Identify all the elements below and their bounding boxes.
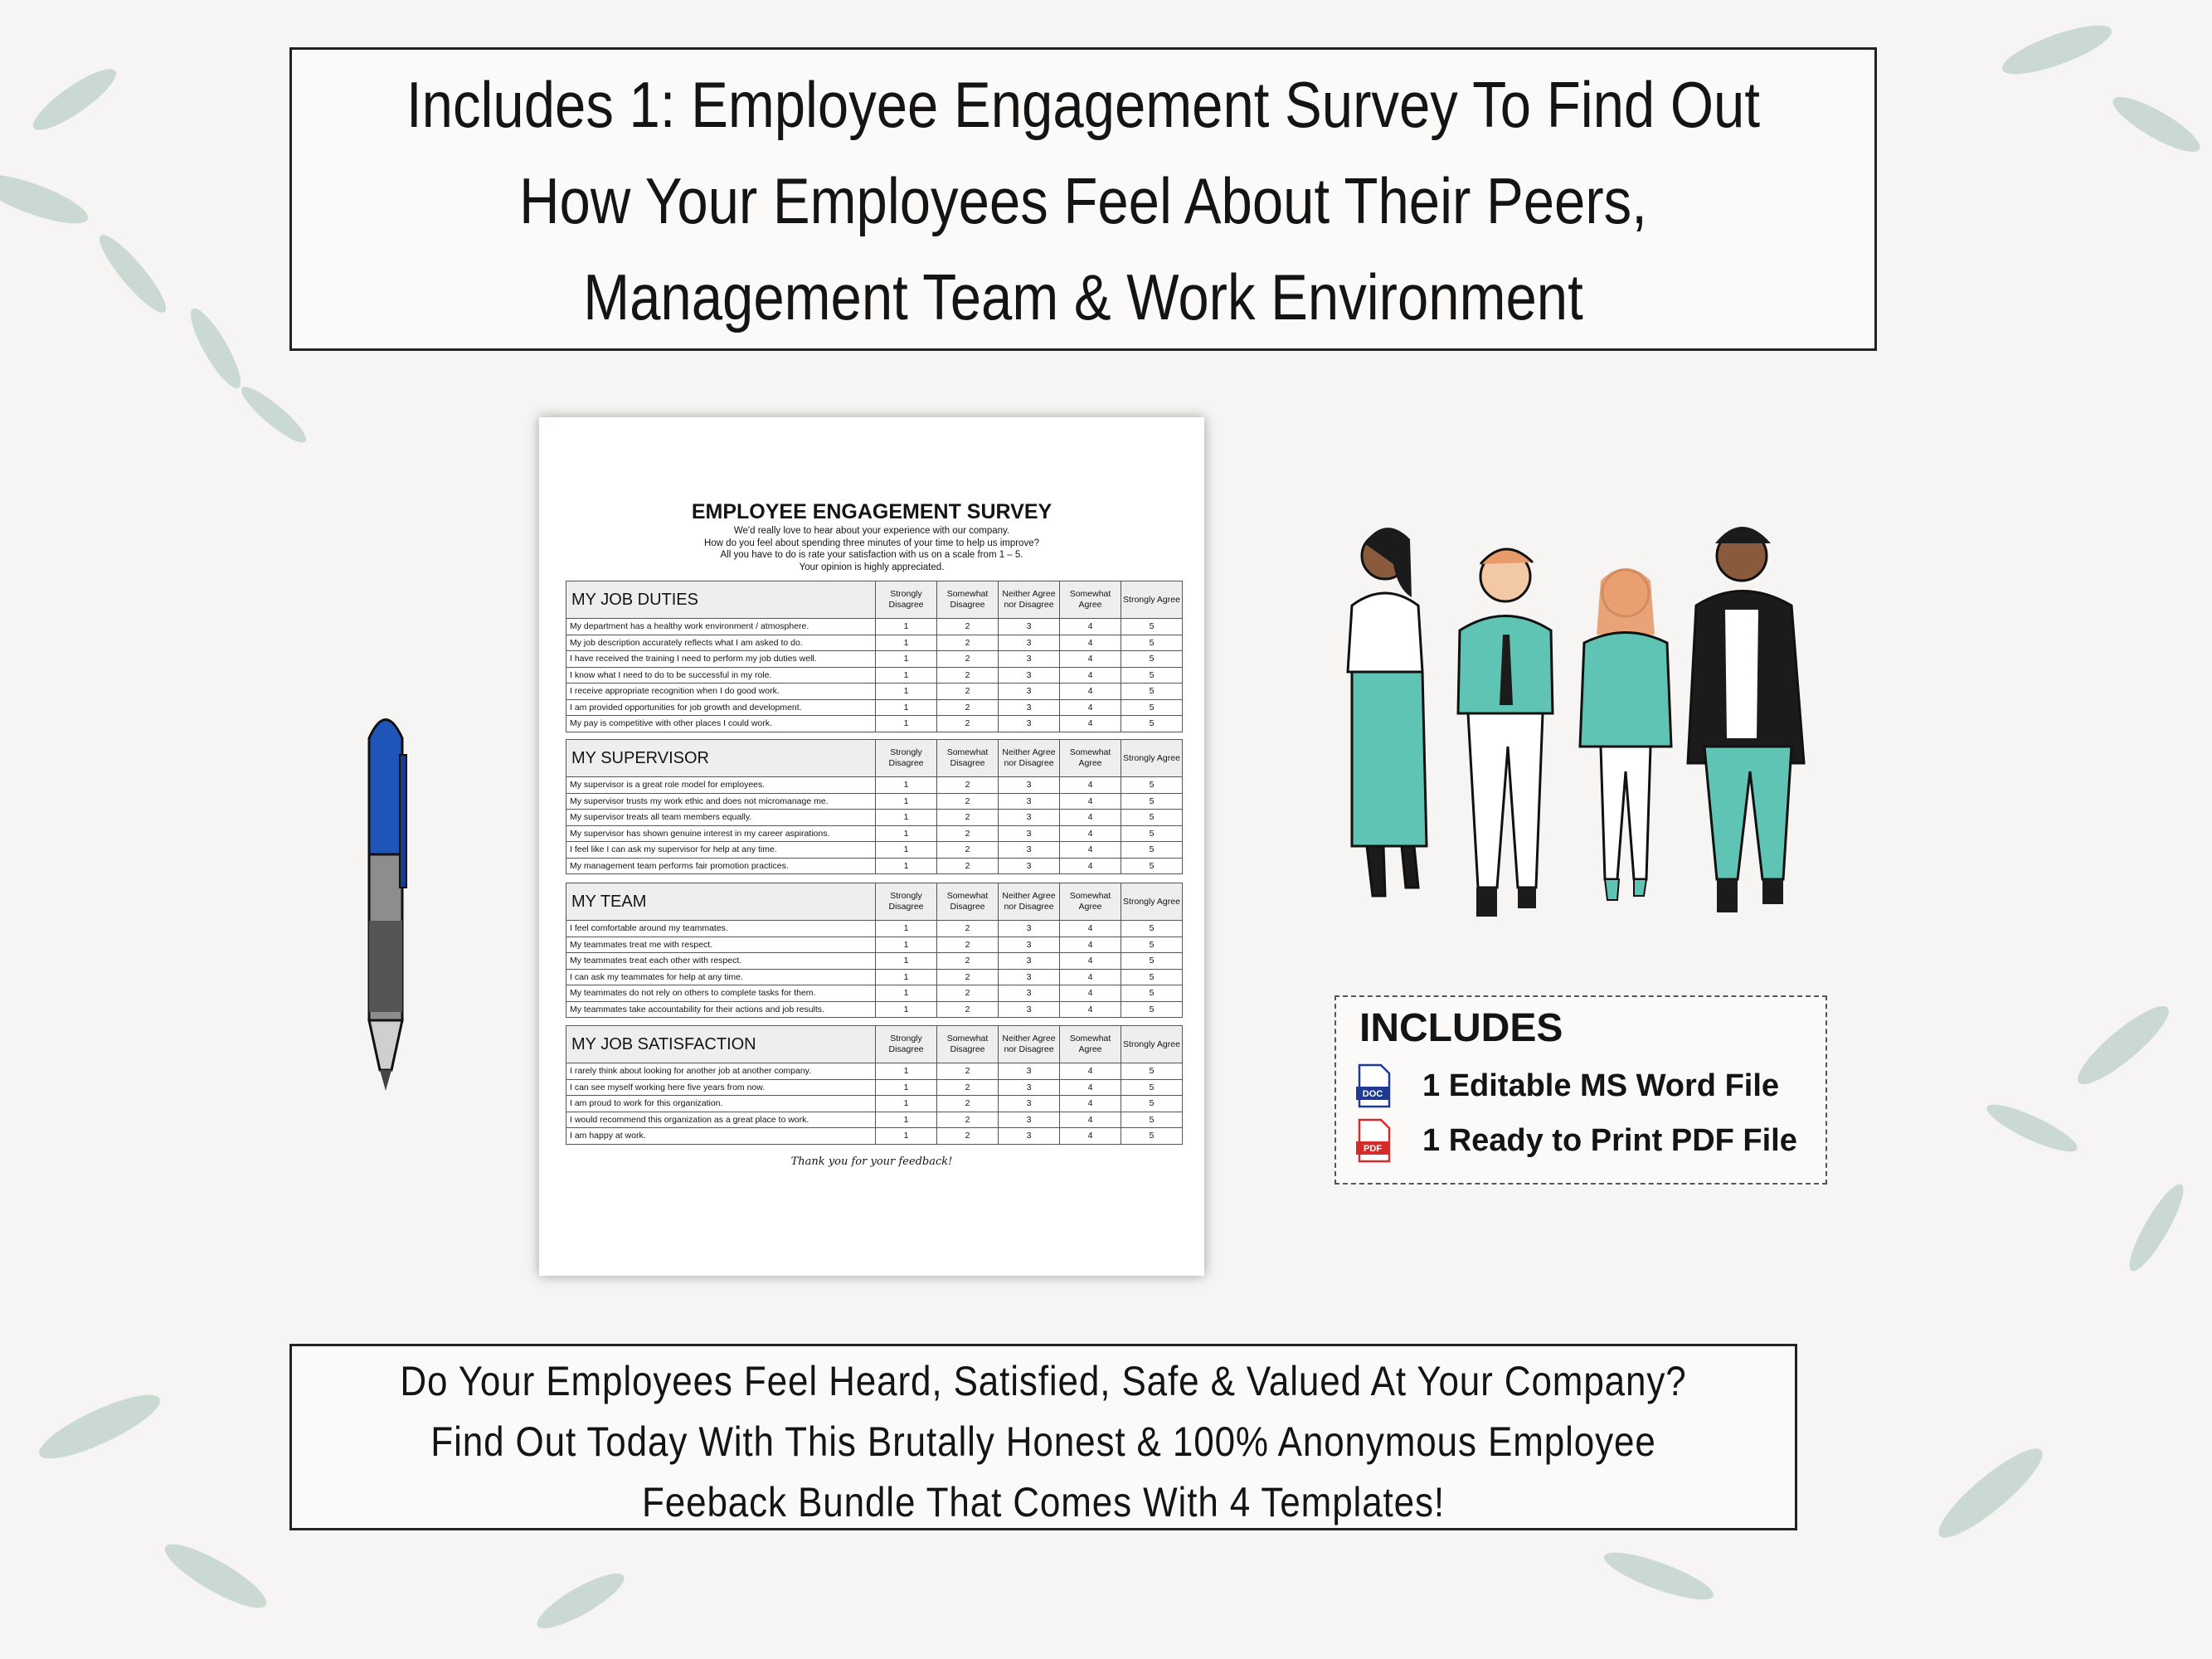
question-text: My department has a healthy work environment / atmosphere. — [566, 619, 876, 635]
includes-item-pdf — [1356, 1118, 1797, 1163]
column-header: Strongly Disagree — [876, 581, 937, 619]
rating-option[interactable]: 1 — [876, 1079, 937, 1096]
rating-option[interactable]: 1 — [876, 842, 937, 859]
rating-option[interactable]: 3 — [999, 1112, 1060, 1128]
rating-option[interactable]: 1 — [876, 1001, 937, 1018]
column-header: Strongly Agree — [1121, 740, 1183, 777]
rating-option[interactable]: 5 — [1121, 953, 1183, 970]
rating-option[interactable]: 4 — [1060, 969, 1121, 985]
column-header: Strongly Agree — [1121, 883, 1183, 921]
includes-heading: INCLUDES — [1359, 1006, 1563, 1050]
rating-option[interactable]: 2 — [937, 777, 999, 794]
table-row — [566, 842, 1183, 859]
survey-document — [539, 417, 1204, 1276]
rating-option[interactable]: 1 — [876, 1096, 937, 1112]
survey-header-row — [566, 581, 1183, 619]
survey-intro-line: We'd really love to hear about your experience with our company. — [733, 526, 1010, 536]
rating-option[interactable]: 2 — [937, 684, 999, 700]
column-header: Neither Agree nor Disagree — [999, 581, 1060, 619]
survey-table — [566, 1025, 1183, 1145]
table-row — [566, 937, 1183, 953]
column-header: Strongly Agree — [1121, 581, 1183, 619]
rating-option[interactable]: 3 — [999, 858, 1060, 874]
question-text: My job description accurately reflects what I am asked to do. — [566, 635, 876, 651]
column-header: Strongly Agree — [1121, 1026, 1183, 1063]
question-text: My teammates treat me with respect. — [566, 937, 876, 953]
rating-option[interactable]: 2 — [937, 667, 999, 684]
team-illustration — [1319, 498, 1850, 929]
person-2 — [1458, 549, 1553, 917]
question-text: My pay is competitive with other places I could work. — [566, 716, 876, 732]
top-banner-line-3: Management Team & Work Environment — [583, 260, 1583, 333]
rating-option[interactable]: 3 — [999, 1079, 1060, 1096]
question-text: I know what I need to do to be successful in my role. — [566, 667, 876, 684]
rating-option[interactable]: 1 — [876, 810, 937, 826]
doc-badge: DOC — [1362, 1089, 1383, 1099]
rating-option[interactable]: 4 — [1060, 1063, 1121, 1080]
survey-table — [566, 883, 1183, 1018]
rating-option[interactable]: 1 — [876, 699, 937, 716]
bottom-banner-line-3: Feeback Bundle That Comes With 4 Templates! — [641, 1479, 1445, 1525]
rating-option[interactable]: 1 — [876, 716, 937, 732]
rating-option[interactable]: 3 — [999, 1063, 1060, 1080]
rating-option[interactable]: 4 — [1060, 793, 1121, 810]
rating-option[interactable]: 2 — [937, 953, 999, 970]
rating-option[interactable]: 4 — [1060, 716, 1121, 732]
table-row — [566, 985, 1183, 1002]
rating-option[interactable]: 4 — [1060, 1001, 1121, 1018]
survey-section — [566, 581, 1183, 732]
column-header: Somewhat Disagree — [937, 883, 999, 921]
rating-option[interactable]: 2 — [937, 825, 999, 842]
rating-option[interactable]: 5 — [1121, 1063, 1183, 1080]
survey-title: EMPLOYEE ENGAGEMENT SURVEY — [691, 500, 1053, 523]
rating-option[interactable]: 2 — [937, 1079, 999, 1096]
rating-option[interactable]: 1 — [876, 1063, 937, 1080]
person-3 — [1580, 568, 1671, 900]
rating-option[interactable]: 1 — [876, 667, 937, 684]
question-text: I receive appropriate recognition when I do good work. — [566, 684, 876, 700]
table-row — [566, 921, 1183, 937]
rating-option[interactable]: 5 — [1121, 969, 1183, 985]
rating-option[interactable]: 1 — [876, 937, 937, 953]
person-1 — [1348, 528, 1427, 896]
rating-option[interactable]: 3 — [999, 1096, 1060, 1112]
rating-option[interactable]: 2 — [937, 937, 999, 953]
rating-option[interactable]: 4 — [1060, 842, 1121, 859]
rating-option[interactable]: 1 — [876, 777, 937, 794]
table-row — [566, 969, 1183, 985]
rating-option[interactable]: 4 — [1060, 825, 1121, 842]
survey-section — [566, 739, 1183, 874]
top-banner-line-1: Includes 1: Employee Engagement Survey To Find Out — [406, 68, 1760, 141]
table-row — [566, 1096, 1183, 1112]
column-header: Somewhat Agree — [1060, 1026, 1121, 1063]
rating-option[interactable]: 3 — [999, 699, 1060, 716]
rating-option[interactable]: 3 — [999, 1128, 1060, 1145]
rating-option[interactable]: 4 — [1060, 635, 1121, 651]
column-header: Somewhat Agree — [1060, 883, 1121, 921]
section-title: MY JOB SATISFACTION — [566, 1026, 876, 1063]
rating-option[interactable]: 1 — [876, 953, 937, 970]
rating-option[interactable]: 1 — [876, 921, 937, 937]
rating-option[interactable]: 2 — [937, 635, 999, 651]
doc-file-icon — [1356, 1063, 1393, 1108]
pen-icon — [348, 705, 423, 1095]
rating-option[interactable]: 5 — [1121, 1128, 1183, 1145]
column-header: Somewhat Agree — [1060, 581, 1121, 619]
rating-option[interactable]: 1 — [876, 684, 937, 700]
survey-intro-line: How do you feel about spending three minutes of your time to help us improve? — [703, 538, 1039, 548]
rating-option[interactable]: 2 — [937, 1063, 999, 1080]
question-text: My teammates treat each other with respect. — [566, 953, 876, 970]
rating-option[interactable]: 1 — [876, 651, 937, 668]
rating-option[interactable]: 5 — [1121, 810, 1183, 826]
table-row — [566, 777, 1183, 794]
table-row — [566, 858, 1183, 874]
rating-option[interactable]: 5 — [1121, 619, 1183, 635]
rating-option[interactable]: 1 — [876, 619, 937, 635]
rating-option[interactable]: 2 — [937, 716, 999, 732]
rating-option[interactable]: 5 — [1121, 635, 1183, 651]
rating-option[interactable]: 5 — [1121, 793, 1183, 810]
table-row — [566, 684, 1183, 700]
column-header: Somewhat Disagree — [937, 740, 999, 777]
rating-option[interactable]: 4 — [1060, 667, 1121, 684]
question-text: My teammates do not rely on others to complete tasks for them. — [566, 985, 876, 1002]
rating-option[interactable]: 5 — [1121, 684, 1183, 700]
table-row — [566, 1063, 1183, 1080]
rating-option[interactable]: 2 — [937, 985, 999, 1002]
table-row — [566, 651, 1183, 668]
bottom-banner — [289, 1344, 1797, 1530]
table-row — [566, 667, 1183, 684]
rating-option[interactable]: 5 — [1121, 842, 1183, 859]
table-row — [566, 635, 1183, 651]
rating-option[interactable]: 4 — [1060, 777, 1121, 794]
rating-option[interactable]: 2 — [937, 699, 999, 716]
survey-table — [566, 581, 1183, 732]
rating-option[interactable]: 3 — [999, 651, 1060, 668]
survey-header-row — [566, 883, 1183, 921]
rating-option[interactable]: 1 — [876, 985, 937, 1002]
rating-option[interactable]: 5 — [1121, 667, 1183, 684]
table-row — [566, 1079, 1183, 1096]
rating-option[interactable]: 3 — [999, 985, 1060, 1002]
survey-header-row — [566, 1026, 1183, 1063]
bottom-banner-line-2: Find Out Today With This Brutally Honest & 100% Anonymous Employee — [430, 1418, 1656, 1465]
rating-option[interactable]: 2 — [937, 793, 999, 810]
rating-option[interactable]: 3 — [999, 667, 1060, 684]
rating-option[interactable]: 3 — [999, 937, 1060, 953]
question-text: My management team performs fair promotion practices. — [566, 858, 876, 874]
rating-option[interactable]: 3 — [999, 635, 1060, 651]
rating-option[interactable]: 1 — [876, 858, 937, 874]
question-text: My supervisor is a great role model for employees. — [566, 777, 876, 794]
bottom-banner-line-1: Do Your Employees Feel Heard, Satisfied, Safe & Valued At Your Company? — [400, 1358, 1687, 1404]
column-header: Strongly Disagree — [876, 883, 937, 921]
question-text: I can see myself working here five years from now. — [566, 1079, 876, 1096]
rating-option[interactable]: 3 — [999, 953, 1060, 970]
rating-option[interactable]: 2 — [937, 1096, 999, 1112]
question-text: My teammates take accountability for their actions and job results. — [566, 1001, 876, 1018]
rating-option[interactable]: 2 — [937, 651, 999, 668]
rating-option[interactable]: 1 — [876, 1112, 937, 1128]
rating-option[interactable]: 3 — [999, 777, 1060, 794]
table-row — [566, 793, 1183, 810]
rating-option[interactable]: 5 — [1121, 699, 1183, 716]
question-text: I am provided opportunities for job growth and development. — [566, 699, 876, 716]
includes-item-word — [1356, 1063, 1779, 1108]
rating-option[interactable]: 4 — [1060, 1112, 1121, 1128]
survey-footer: Thank you for your feedback! — [790, 1155, 953, 1168]
survey-section — [566, 883, 1183, 1018]
question-text: I feel like I can ask my supervisor for help at any time. — [566, 842, 876, 859]
rating-option[interactable]: 5 — [1121, 1001, 1183, 1018]
question-text: I am proud to work for this organization. — [566, 1096, 876, 1112]
rating-option[interactable]: 3 — [999, 1001, 1060, 1018]
includes-item-label: 1 Ready to Print PDF File — [1422, 1122, 1797, 1158]
question-text: I rarely think about looking for another job at another company. — [566, 1063, 876, 1080]
rating-option[interactable]: 5 — [1121, 1079, 1183, 1096]
rating-option[interactable]: 2 — [937, 1112, 999, 1128]
rating-option[interactable]: 5 — [1121, 777, 1183, 794]
survey-section — [566, 1025, 1183, 1145]
rating-option[interactable]: 4 — [1060, 921, 1121, 937]
rating-option[interactable]: 4 — [1060, 684, 1121, 700]
rating-option[interactable]: 2 — [937, 842, 999, 859]
rating-option[interactable]: 4 — [1060, 1079, 1121, 1096]
rating-option[interactable]: 2 — [937, 810, 999, 826]
includes-item-label: 1 Editable MS Word File — [1422, 1068, 1780, 1103]
rating-option[interactable]: 4 — [1060, 953, 1121, 970]
rating-option[interactable]: 5 — [1121, 825, 1183, 842]
column-header: Strongly Disagree — [876, 1026, 937, 1063]
question-text: My supervisor trusts my work ethic and does not micromanage me. — [566, 793, 876, 810]
column-header: Somewhat Disagree — [937, 1026, 999, 1063]
rating-option[interactable]: 4 — [1060, 810, 1121, 826]
rating-option[interactable]: 4 — [1060, 699, 1121, 716]
rating-option[interactable]: 1 — [876, 969, 937, 985]
question-text: I would recommend this organization as a great place to work. — [566, 1112, 876, 1128]
table-row — [566, 1112, 1183, 1128]
pdf-file-icon — [1356, 1118, 1393, 1163]
column-header: Somewhat Agree — [1060, 740, 1121, 777]
survey-header-row — [566, 740, 1183, 777]
table-row — [566, 619, 1183, 635]
pdf-badge: PDF — [1364, 1144, 1382, 1154]
section-title: MY JOB DUTIES — [566, 581, 876, 619]
section-title: MY TEAM — [566, 883, 876, 921]
rating-option[interactable]: 3 — [999, 842, 1060, 859]
table-row — [566, 716, 1183, 732]
table-row — [566, 1128, 1183, 1145]
column-header: Neither Agree nor Disagree — [999, 883, 1060, 921]
rating-option[interactable]: 5 — [1121, 651, 1183, 668]
question-text: My supervisor has shown genuine interest in my career aspirations. — [566, 825, 876, 842]
question-text: My supervisor treats all team members equally. — [566, 810, 876, 826]
rating-option[interactable]: 4 — [1060, 858, 1121, 874]
person-4 — [1688, 527, 1804, 912]
survey-intro-line: All you have to do is rate your satisfaction with us on a scale from 1 – 5. — [720, 550, 1023, 560]
top-banner — [289, 47, 1877, 351]
rating-option[interactable]: 2 — [937, 619, 999, 635]
rating-option[interactable]: 5 — [1121, 937, 1183, 953]
table-row — [566, 953, 1183, 970]
rating-option[interactable]: 5 — [1121, 858, 1183, 874]
rating-option[interactable]: 5 — [1121, 921, 1183, 937]
rating-option[interactable]: 2 — [937, 969, 999, 985]
column-header: Somewhat Disagree — [937, 581, 999, 619]
top-banner-line-2: How Your Employees Feel About Their Peers, — [519, 164, 1647, 237]
rating-option[interactable]: 4 — [1060, 619, 1121, 635]
includes-box — [1334, 995, 1827, 1185]
rating-option[interactable]: 4 — [1060, 937, 1121, 953]
rating-option[interactable]: 3 — [999, 810, 1060, 826]
rating-option[interactable]: 5 — [1121, 985, 1183, 1002]
rating-option[interactable]: 3 — [999, 684, 1060, 700]
rating-option[interactable]: 5 — [1121, 1096, 1183, 1112]
rating-option[interactable]: 3 — [999, 921, 1060, 937]
question-text: I can ask my teammates for help at any time. — [566, 969, 876, 985]
rating-option[interactable]: 2 — [937, 1128, 999, 1145]
rating-option[interactable]: 1 — [876, 635, 937, 651]
rating-option[interactable]: 3 — [999, 825, 1060, 842]
rating-option[interactable]: 3 — [999, 969, 1060, 985]
rating-option[interactable]: 5 — [1121, 716, 1183, 732]
table-row — [566, 699, 1183, 716]
rating-option[interactable]: 4 — [1060, 1096, 1121, 1112]
section-title: MY SUPERVISOR — [566, 740, 876, 777]
rating-option[interactable]: 1 — [876, 1128, 937, 1145]
rating-option[interactable]: 4 — [1060, 651, 1121, 668]
table-row — [566, 810, 1183, 826]
rating-option[interactable]: 3 — [999, 716, 1060, 732]
rating-option[interactable]: 2 — [937, 921, 999, 937]
rating-option[interactable]: 5 — [1121, 1112, 1183, 1128]
rating-option[interactable]: 2 — [937, 858, 999, 874]
rating-option[interactable]: 4 — [1060, 1128, 1121, 1145]
rating-option[interactable]: 1 — [876, 793, 937, 810]
survey-intro — [539, 525, 1204, 573]
rating-option[interactable]: 3 — [999, 619, 1060, 635]
survey-intro-line: Your opinion is highly appreciated. — [799, 562, 945, 572]
column-header: Strongly Disagree — [876, 740, 937, 777]
survey-table — [566, 739, 1183, 874]
rating-option[interactable]: 2 — [937, 1001, 999, 1018]
rating-option[interactable]: 3 — [999, 793, 1060, 810]
column-header: Neither Agree nor Disagree — [999, 740, 1060, 777]
question-text: I feel comfortable around my teammates. — [566, 921, 876, 937]
question-text: I have received the training I need to perform my job duties well. — [566, 651, 876, 668]
rating-option[interactable]: 4 — [1060, 985, 1121, 1002]
rating-option[interactable]: 1 — [876, 825, 937, 842]
table-row — [566, 825, 1183, 842]
column-header: Neither Agree nor Disagree — [999, 1026, 1060, 1063]
table-row — [566, 1001, 1183, 1018]
question-text: I am happy at work. — [566, 1128, 876, 1145]
